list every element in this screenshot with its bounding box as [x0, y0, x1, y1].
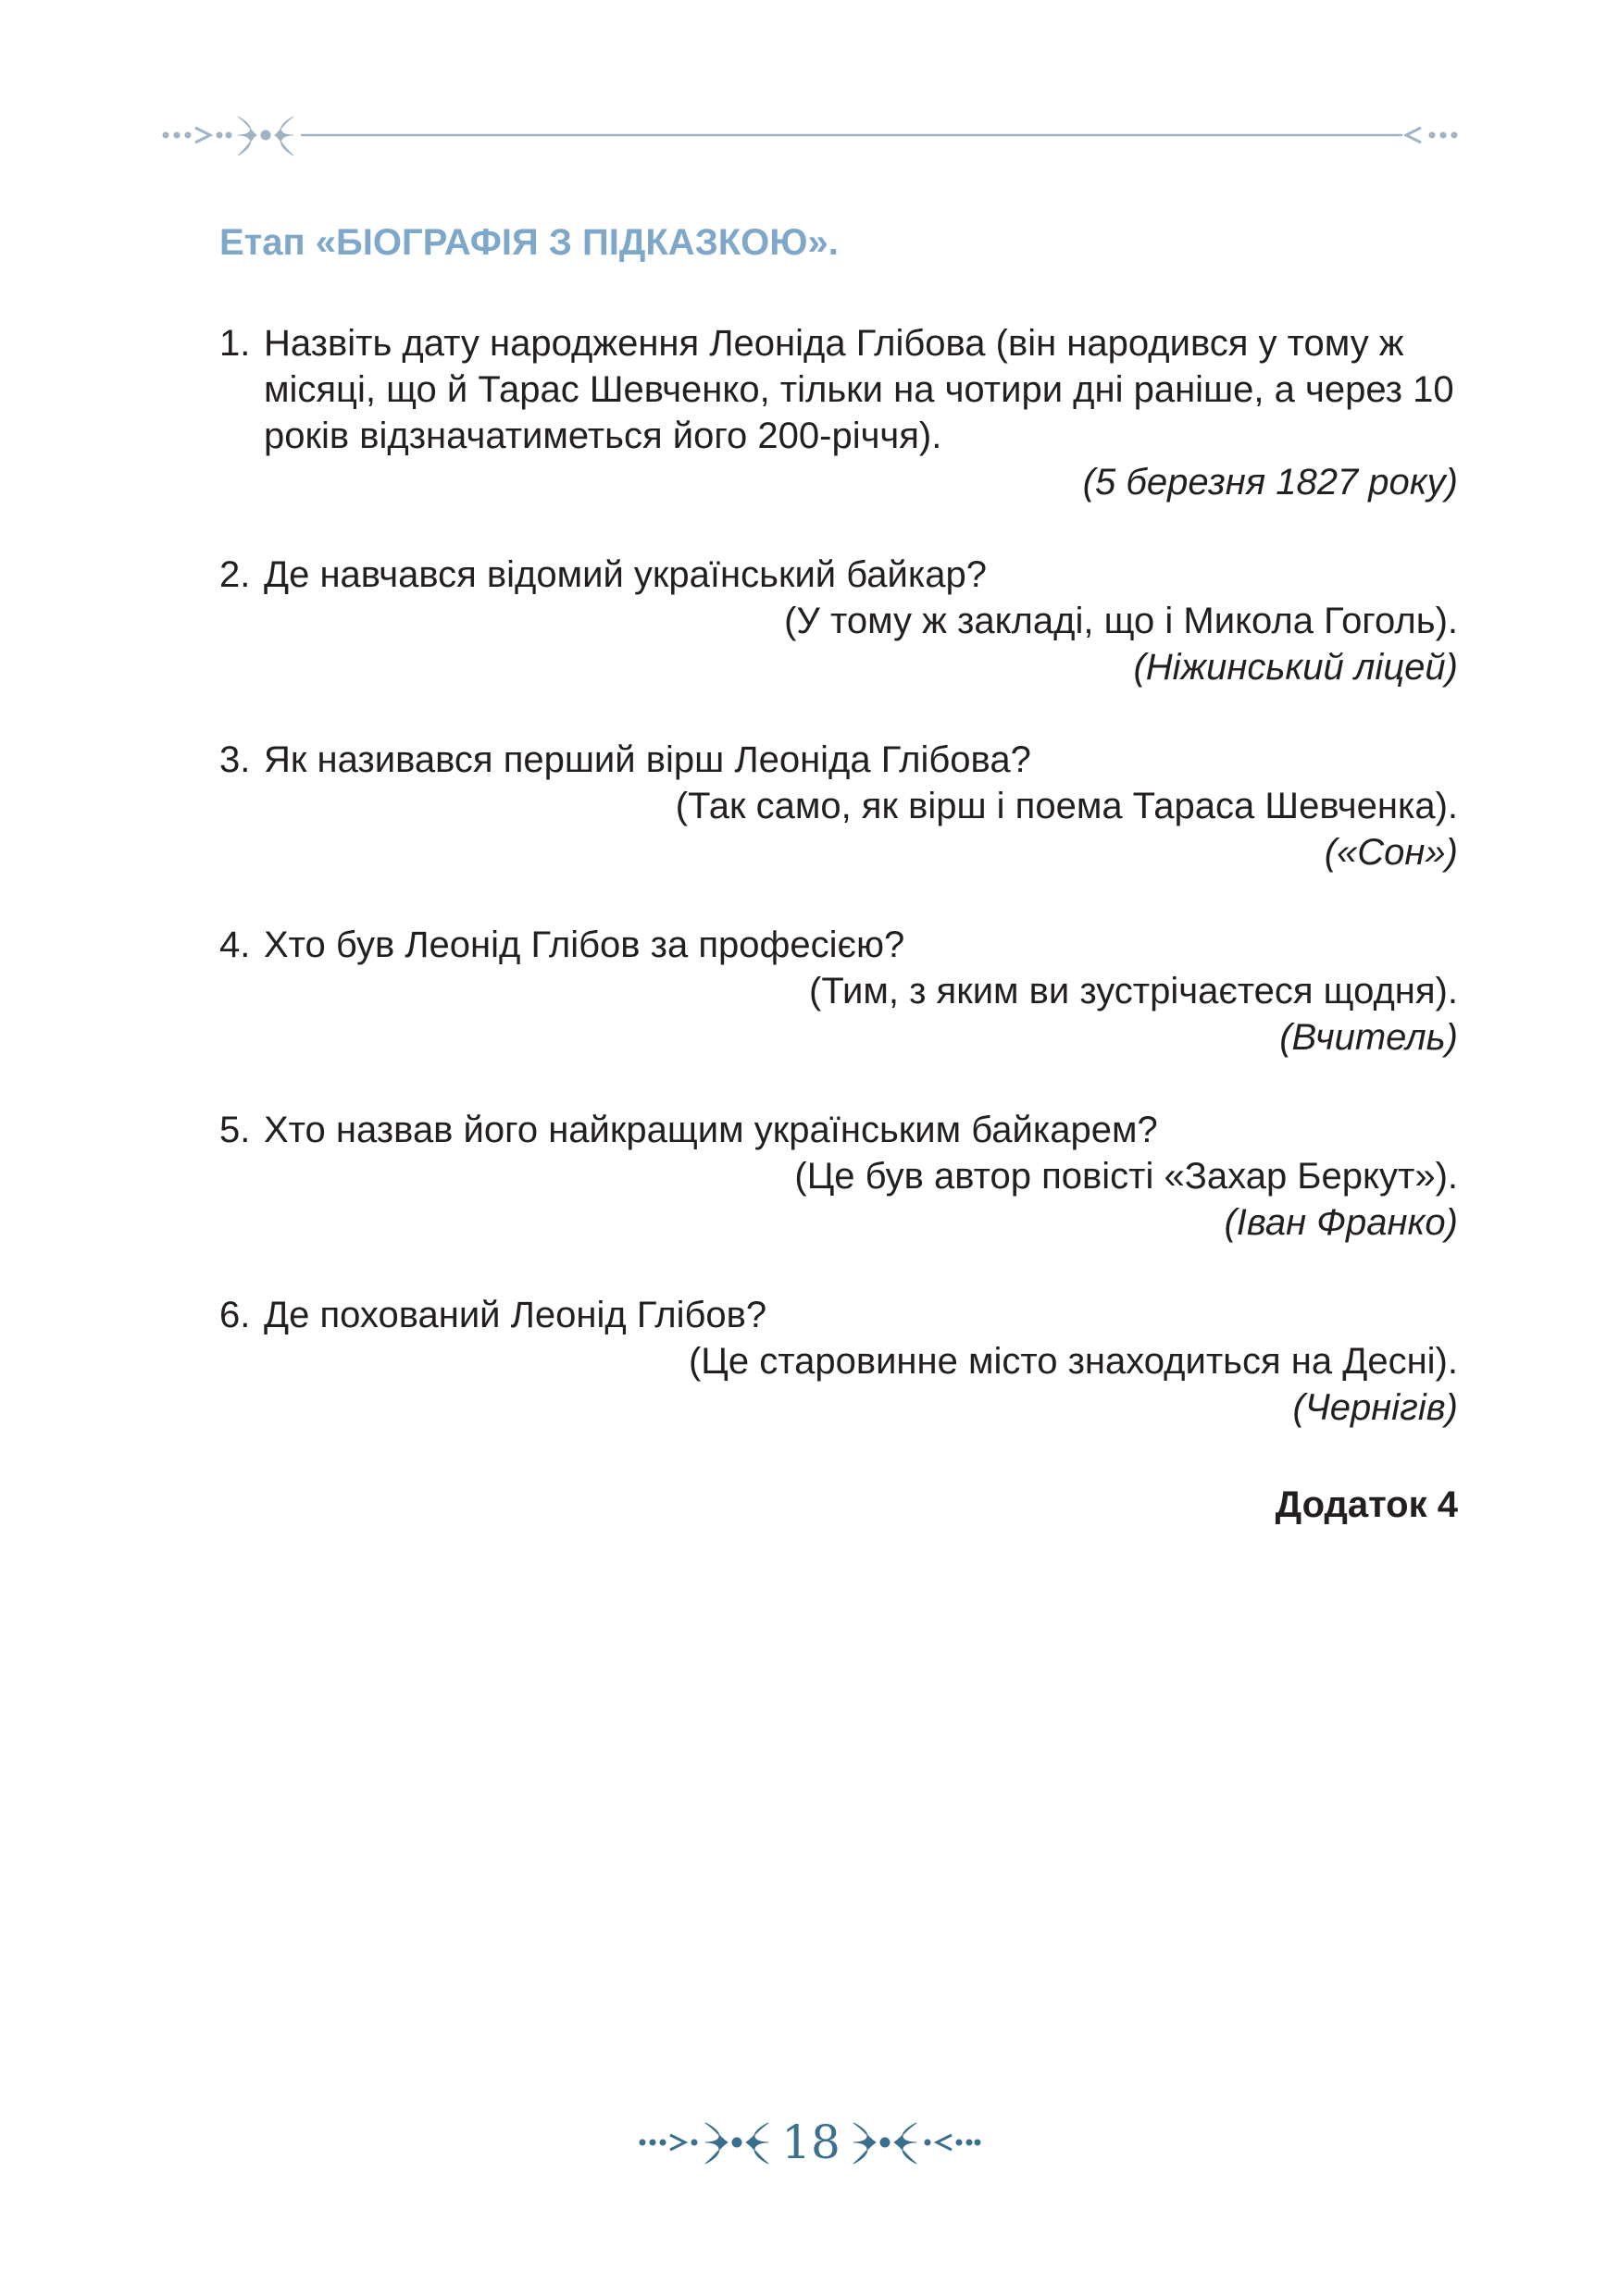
- question-answer: (Вчитель): [1279, 1017, 1458, 1058]
- question-number: 2.: [219, 554, 251, 595]
- question-number: 1.: [219, 323, 251, 364]
- question-text: Де похований Леонід Глібов?: [264, 1295, 767, 1335]
- question-item: [219, 1292, 1458, 1431]
- question-hint: (У тому ж закладі, що і Микола Гоголь).: [784, 601, 1458, 641]
- question-hint: (Це був автор повісті «Захар Беркут»).: [794, 1156, 1458, 1197]
- question-item: [219, 552, 1458, 690]
- question-text: Хто назвав його найкращим українським байкарем?: [264, 1110, 1158, 1150]
- question-item: [219, 1107, 1458, 1246]
- question-answer: (Іван Франко): [1224, 1202, 1458, 1243]
- question-text: Як називався перший вірш Леоніда Глібова?: [264, 739, 1031, 780]
- question-item: [219, 922, 1458, 1061]
- question-answer: (5 березня 1827 року): [1082, 462, 1458, 503]
- footer-ornament-icon: [639, 2110, 981, 2175]
- question-text: Назвіть дату народження Леоніда Глібова (він народився у тому ж місяці, що й Тарас Шевченко, тільки на чотири дні раніше, а через 10 років відзначатиметься його 200-річчя).: [264, 323, 1454, 456]
- question-hint: (Тим, з яким ви зустрічаєтеся щодня).: [809, 971, 1458, 1011]
- question-number: 4.: [219, 925, 251, 965]
- question-hint: (Так само, як вірш і поема Тараса Шевченка).: [675, 786, 1458, 826]
- questions-list: [219, 320, 1458, 1431]
- question-answer: («Сон»): [1324, 832, 1458, 873]
- question-text: Де навчався відомий український байкар?: [264, 554, 987, 595]
- header-divider-icon: [162, 109, 1458, 161]
- question-answer: (Ніжинський ліцей): [1133, 647, 1458, 688]
- question-number: 3.: [219, 739, 251, 780]
- page-content: [219, 215, 1458, 1533]
- question-number: 5.: [219, 1110, 251, 1150]
- appendix-label: Додаток 4: [1275, 1484, 1458, 1525]
- question-number: 6.: [219, 1295, 251, 1335]
- question-item: [219, 320, 1458, 505]
- question-item: [219, 737, 1458, 875]
- question-hint: (Це старовинне місто знаходиться на Десні).: [688, 1341, 1458, 1382]
- stage-title: Етап «БІОГРАФІЯ З ПІДКАЗКОЮ».: [219, 222, 839, 263]
- question-answer: (Чернігів): [1292, 1387, 1458, 1428]
- question-text: Хто був Леонід Глібов за професією?: [264, 925, 905, 965]
- page-number: 18: [781, 2116, 841, 2169]
